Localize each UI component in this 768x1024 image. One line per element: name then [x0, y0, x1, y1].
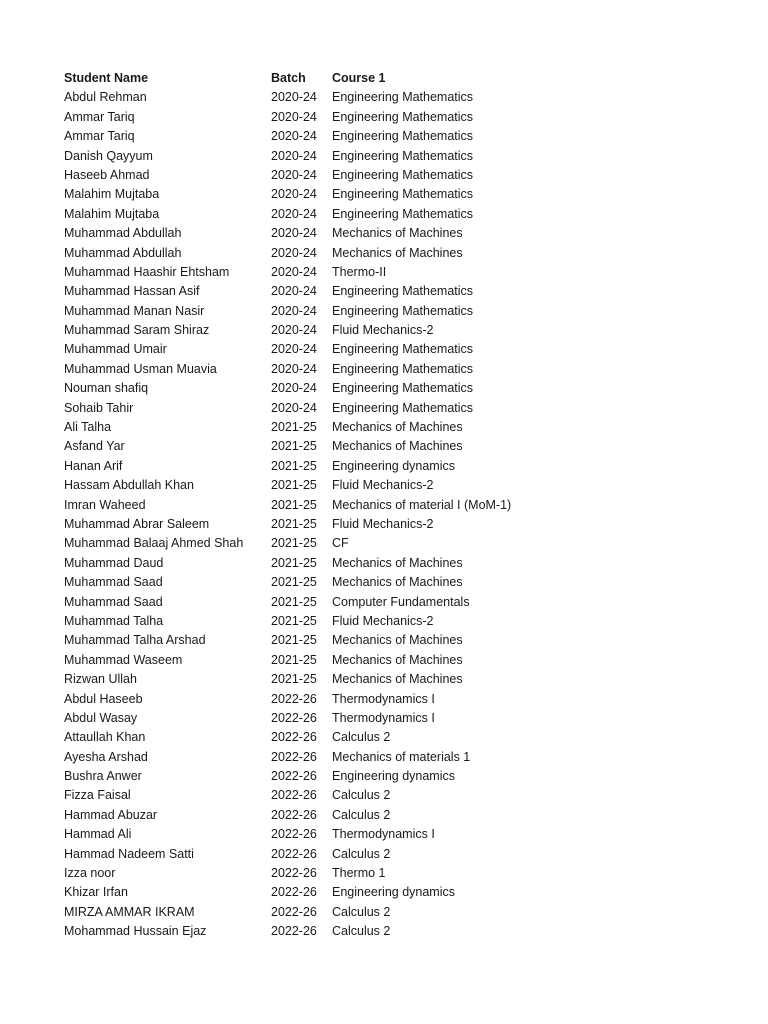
student-name-cell: Hanan Arif — [64, 458, 123, 473]
batch-cell: 2021-25 — [271, 478, 317, 493]
table-row — [64, 108, 744, 127]
table-header-row — [64, 69, 744, 88]
batch-cell: 2021-25 — [271, 652, 317, 667]
batch-cell: 2020-24 — [271, 90, 317, 105]
batch-cell: 2022-26 — [271, 769, 317, 784]
header-batch: Batch — [271, 71, 306, 85]
course-cell: CF — [332, 536, 349, 551]
course-cell: Engineering dynamics — [332, 458, 455, 473]
batch-cell: 2020-24 — [271, 400, 317, 415]
student-name-cell: Imran Waheed — [64, 497, 146, 512]
batch-cell: 2020-24 — [271, 303, 317, 318]
course-cell: Engineering Mathematics — [332, 381, 474, 396]
student-name-cell: Ali Talha — [64, 420, 112, 435]
batch-cell: 2022-26 — [271, 885, 317, 900]
student-name-cell: Muhammad Saad — [64, 575, 163, 590]
header-student-name: Student Name — [64, 71, 149, 85]
student-name-cell: Muhammad Saad — [64, 594, 163, 609]
table-row — [64, 612, 744, 631]
batch-cell: 2020-24 — [271, 264, 317, 279]
table-row — [64, 515, 744, 534]
course-cell: Engineering Mathematics — [332, 129, 474, 144]
course-cell: Calculus 2 — [332, 807, 391, 822]
student-name-cell: Ammar Tariq — [64, 129, 135, 144]
table-row — [64, 767, 744, 786]
course-cell: Engineering Mathematics — [332, 342, 474, 357]
course-cell: Mechanics of Machines — [332, 672, 463, 687]
course-cell: Engineering Mathematics — [332, 361, 474, 376]
table-row — [64, 476, 744, 495]
student-name-cell: Hassam Abdullah Khan — [64, 478, 194, 493]
batch-cell: 2020-24 — [271, 148, 317, 163]
table-row — [64, 748, 744, 767]
table-row — [64, 302, 744, 321]
course-cell: Mechanics of Machines — [332, 652, 463, 667]
batch-cell: 2021-25 — [271, 439, 317, 454]
batch-cell: 2020-24 — [271, 206, 317, 221]
table-row — [64, 127, 744, 146]
course-cell: Mechanics of Machines — [332, 226, 463, 241]
student-name-cell: Nouman shafiq — [64, 381, 149, 396]
batch-cell: 2021-25 — [271, 594, 317, 609]
table-row — [64, 263, 744, 282]
student-name-cell: Haseeb Ahmad — [64, 167, 150, 182]
student-name-cell: Hammad Ali — [64, 827, 132, 842]
batch-cell: 2020-24 — [271, 342, 317, 357]
course-cell: Engineering Mathematics — [332, 109, 474, 124]
table-row — [64, 883, 744, 902]
course-cell: Thermodynamics I — [332, 827, 435, 842]
student-name-cell: Muhammad Abdullah — [64, 245, 182, 260]
table-row — [64, 496, 744, 515]
batch-cell: 2022-26 — [271, 807, 317, 822]
course-cell: Thermodynamics I — [332, 710, 435, 725]
student-name-cell: Muhammad Abrar Saleem — [64, 516, 210, 531]
course-cell: Calculus 2 — [332, 730, 391, 745]
course-cell: Engineering Mathematics — [332, 400, 474, 415]
course-cell: Fluid Mechanics-2 — [332, 323, 434, 338]
batch-cell: 2020-24 — [271, 245, 317, 260]
batch-cell: 2021-25 — [271, 555, 317, 570]
batch-cell: 2020-24 — [271, 187, 317, 202]
course-cell: Mechanics of material I (MoM-1) — [332, 497, 512, 512]
table-row — [64, 903, 744, 922]
batch-cell: 2020-24 — [271, 226, 317, 241]
table-row — [64, 147, 744, 166]
course-cell: Engineering Mathematics — [332, 303, 474, 318]
student-name-cell: Fizza Faisal — [64, 788, 131, 803]
table-row — [64, 205, 744, 224]
table-row — [64, 845, 744, 864]
course-cell: Calculus 2 — [332, 846, 391, 861]
student-name-cell: Ayesha Arshad — [64, 749, 148, 764]
table-row — [64, 554, 744, 573]
batch-cell: 2022-26 — [271, 730, 317, 745]
course-cell: Engineering dynamics — [332, 885, 455, 900]
student-name-cell: Muhammad Umair — [64, 342, 167, 357]
student-name-cell: Malahim Mujtaba — [64, 187, 160, 202]
table-row — [64, 166, 744, 185]
batch-cell: 2020-24 — [271, 323, 317, 338]
course-cell: Engineering Mathematics — [332, 148, 474, 163]
table-row — [64, 786, 744, 805]
table-row — [64, 244, 744, 263]
table-row — [64, 806, 744, 825]
batch-cell: 2021-25 — [271, 458, 317, 473]
course-cell: Engineering Mathematics — [332, 90, 474, 105]
course-cell: Fluid Mechanics-2 — [332, 516, 434, 531]
table-row — [64, 728, 744, 747]
batch-cell: 2022-26 — [271, 788, 317, 803]
course-cell: Mechanics of materials 1 — [332, 749, 471, 764]
table-row — [64, 340, 744, 359]
student-name-cell: Muhammad Hassan Asif — [64, 284, 200, 299]
course-cell: Computer Fundamentals — [332, 594, 470, 609]
table-row — [64, 224, 744, 243]
course-cell: Fluid Mechanics-2 — [332, 478, 434, 493]
student-name-cell: Sohaib Tahir — [64, 400, 134, 415]
student-name-cell: Muhammad Haashir Ehtsham — [64, 264, 230, 279]
student-name-cell: Rizwan Ullah — [64, 672, 137, 687]
batch-cell: 2021-25 — [271, 497, 317, 512]
course-cell: Calculus 2 — [332, 788, 391, 803]
course-cell: Fluid Mechanics-2 — [332, 613, 434, 628]
course-cell: Engineering Mathematics — [332, 284, 474, 299]
table-row — [64, 282, 744, 301]
table-row — [64, 437, 744, 456]
table-row — [64, 670, 744, 689]
student-name-cell: Muhammad Balaaj Ahmed Shah — [64, 536, 244, 551]
course-cell: Engineering Mathematics — [332, 187, 474, 202]
batch-cell: 2021-25 — [271, 672, 317, 687]
table-row — [64, 573, 744, 592]
student-course-table — [64, 69, 744, 942]
batch-cell: 2020-24 — [271, 167, 317, 182]
student-name-cell: Muhammad Manan Nasir — [64, 303, 205, 318]
table-row — [64, 399, 744, 418]
course-cell: Mechanics of Machines — [332, 439, 463, 454]
course-cell: Mechanics of Machines — [332, 420, 463, 435]
table-row — [64, 321, 744, 340]
batch-cell: 2022-26 — [271, 827, 317, 842]
student-name-cell: Abdul Wasay — [64, 710, 138, 725]
batch-cell: 2022-26 — [271, 904, 317, 919]
student-name-cell: MIRZA AMMAR IKRAM — [64, 904, 195, 919]
course-cell: Mechanics of Machines — [332, 245, 463, 260]
course-cell: Mechanics of Machines — [332, 555, 463, 570]
batch-cell: 2020-24 — [271, 129, 317, 144]
batch-cell: 2021-25 — [271, 420, 317, 435]
batch-cell: 2020-24 — [271, 381, 317, 396]
table-row — [64, 922, 744, 941]
header-course-1: Course 1 — [332, 71, 386, 85]
table-row — [64, 379, 744, 398]
course-cell: Thermodynamics I — [332, 691, 435, 706]
batch-cell: 2022-26 — [271, 710, 317, 725]
table-row — [64, 825, 744, 844]
student-name-cell: Asfand Yar — [64, 439, 125, 454]
student-name-cell: Abdul Rehman — [64, 90, 147, 105]
course-cell: Engineering dynamics — [332, 769, 455, 784]
course-cell: Thermo 1 — [332, 866, 386, 881]
student-name-cell: Muhammad Saram Shiraz — [64, 323, 210, 338]
student-name-cell: Bushra Anwer — [64, 769, 142, 784]
table-row — [64, 631, 744, 650]
batch-cell: 2021-25 — [271, 516, 317, 531]
table-row — [64, 593, 744, 612]
batch-cell: 2022-26 — [271, 749, 317, 764]
table-row — [64, 651, 744, 670]
batch-cell: 2022-26 — [271, 866, 317, 881]
student-name-cell: Mohammad Hussain Ejaz — [64, 924, 207, 939]
batch-cell: 2021-25 — [271, 536, 317, 551]
table-row — [64, 88, 744, 107]
table-row — [64, 864, 744, 883]
course-cell: Mechanics of Machines — [332, 575, 463, 590]
student-name-cell: Hammad Abuzar — [64, 807, 158, 822]
table-row — [64, 360, 744, 379]
table-body — [64, 88, 744, 941]
student-name-cell: Izza noor — [64, 866, 116, 881]
student-name-cell: Abdul Haseeb — [64, 691, 143, 706]
course-cell: Thermo-II — [332, 264, 387, 279]
batch-cell: 2022-26 — [271, 924, 317, 939]
batch-cell: 2021-25 — [271, 613, 317, 628]
batch-cell: 2021-25 — [271, 575, 317, 590]
table-row — [64, 185, 744, 204]
student-name-cell: Attaullah Khan — [64, 730, 146, 745]
student-name-cell: Muhammad Usman Muavia — [64, 361, 217, 376]
table-row — [64, 690, 744, 709]
course-cell: Mechanics of Machines — [332, 633, 463, 648]
student-name-cell: Muhammad Talha Arshad — [64, 633, 206, 648]
table-row — [64, 709, 744, 728]
student-name-cell: Muhammad Talha — [64, 613, 164, 628]
table-row — [64, 534, 744, 553]
student-name-cell: Ammar Tariq — [64, 109, 135, 124]
table-row — [64, 418, 744, 437]
student-name-cell: Muhammad Waseem — [64, 652, 183, 667]
course-cell: Calculus 2 — [332, 924, 391, 939]
course-cell: Engineering Mathematics — [332, 206, 474, 221]
batch-cell: 2021-25 — [271, 633, 317, 648]
student-name-cell: Muhammad Abdullah — [64, 226, 182, 241]
table-row — [64, 457, 744, 476]
batch-cell: 2020-24 — [271, 361, 317, 376]
student-name-cell: Malahim Mujtaba — [64, 206, 160, 221]
student-name-cell: Muhammad Daud — [64, 555, 164, 570]
student-name-cell: Khizar Irfan — [64, 885, 128, 900]
batch-cell: 2020-24 — [271, 109, 317, 124]
batch-cell: 2022-26 — [271, 846, 317, 861]
batch-cell: 2022-26 — [271, 691, 317, 706]
student-name-cell: Hammad Nadeem Satti — [64, 846, 194, 861]
course-cell: Engineering Mathematics — [332, 167, 474, 182]
course-cell: Calculus 2 — [332, 904, 391, 919]
student-name-cell: Danish Qayyum — [64, 148, 153, 163]
batch-cell: 2020-24 — [271, 284, 317, 299]
